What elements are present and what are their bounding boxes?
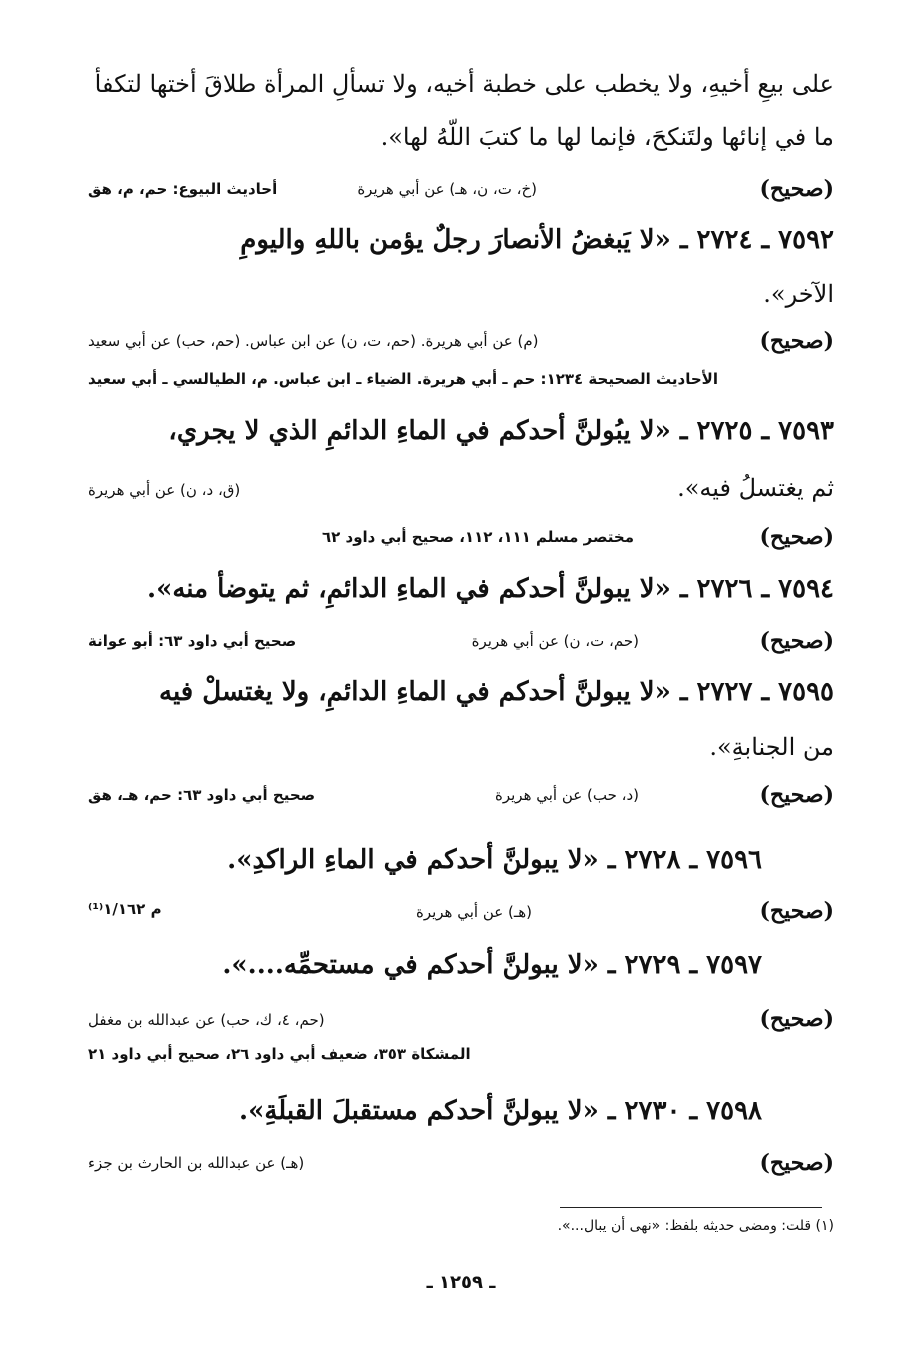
- hadith-heading: ٧٥٩٦ ـ ٢٧٢٨ ـ «لا يبولنَّ أحدكم في الماءِ الراكدِ».: [227, 845, 762, 875]
- grade-label: (صحيح): [759, 1006, 834, 1032]
- source-citation: (هـ) عن عبدالله بن الحارث بن جزء: [88, 1154, 305, 1172]
- footnote-divider: [560, 1207, 822, 1208]
- grade-label: (صحيح): [759, 782, 834, 808]
- text-line: على بيعِ أخيهِ، ولا يخطب على خطبة أخيه، ولا تسألِ المرأة طلاقَ أختها لتكفأ: [94, 70, 834, 98]
- source-citation: (د، حب) عن أبي هريرة: [494, 786, 639, 804]
- source-citation: (ق، د، ن) عن أبي هريرة: [88, 481, 241, 499]
- reference-citation: مختصر مسلم ١١١، ١١٢، صحيح أبي داود ٦٢: [321, 528, 634, 546]
- source-citation: (خ، ت، ن، هـ) عن أبي هريرة: [357, 180, 537, 198]
- reference-citation: الأحاديث الصحيحة ١٢٣٤: حم ـ أبي هريرة. الضياء ـ ابن عباس. م، الطيالسي ـ أبي سعيد: [88, 370, 718, 388]
- source-citation: (حم، ت، ن) عن أبي هريرة: [471, 632, 639, 650]
- page-number: ـ ١٢٥٩ ـ: [426, 1272, 496, 1293]
- hadith-heading: ٧٥٩٥ ـ ٢٧٢٧ ـ «لا يبولنَّ أحدكم في الماءِ الدائمِ، ولا يغتسلْ فيه: [159, 677, 834, 707]
- grade-label: (صحيح): [759, 1150, 834, 1176]
- hadith-heading: ٧٥٩٨ ـ ٢٧٣٠ ـ «لا يبولنَّ أحدكم مستقبلَ القبلَةِ».: [239, 1096, 762, 1126]
- source-citation: (م) عن أبي هريرة. (حم، ت، ن) عن ابن عباس. (حم، حب) عن أبي سعيد: [88, 332, 539, 350]
- text-line: ثم يغتسلُ فيه».: [677, 474, 834, 502]
- hadith-heading: ٧٥٩٢ ـ ٢٧٢٤ ـ «لا يَبغضُ الأنصارَ رجلٌ يؤمن باللهِ واليومِ: [240, 225, 834, 255]
- hadith-heading: ٧٥٩٧ ـ ٢٧٢٩ ـ «لا يبولنَّ أحدكم في مستحمِّه....».: [222, 950, 762, 980]
- reference-citation: صحيح أبي داود ٦٣: حم، هـ، هق: [88, 786, 316, 804]
- text-line: ما في إنائها ولتَنكحَ، فإنما لها ما كتبَ اللّهُ لها».: [380, 123, 834, 151]
- footnote: (١) قلت: ومضى حديثه بلفظ: «نهى أن يبال...».: [557, 1218, 834, 1234]
- text-line: الآخر».: [763, 280, 834, 308]
- hadith-heading: ٧٥٩٣ ـ ٢٧٢٥ ـ «لا يبُولنَّ أحدكم في الماءِ الدائمِ الذي لا يجري،: [168, 416, 834, 446]
- grade-label: (صحيح): [759, 898, 834, 924]
- source-citation: (هـ) عن أبي هريرة: [415, 903, 532, 921]
- reference-citation: أحاديث البيوع: حم، م، هق: [88, 180, 278, 198]
- hadith-heading: ٧٥٩٤ ـ ٢٧٢٦ ـ «لا يبولنَّ أحدكم في الماءِ الدائمِ، ثم يتوضأ منه».: [147, 574, 834, 604]
- grade-label: (صحيح): [759, 524, 834, 550]
- reference-citation: المشكاة ٣٥٣، ضعيف أبي داود ٢٦، صحيح أبي داود ٢١: [88, 1045, 471, 1063]
- reference-citation: صحيح أبي داود ٦٣: أبو عوانة: [88, 632, 297, 650]
- reference-citation: م ١/١٦٢⁽¹⁾: [88, 900, 162, 918]
- grade-label: (صحيح): [759, 628, 834, 654]
- text-line: من الجنابةِ».: [709, 733, 834, 761]
- grade-label: (صحيح): [759, 328, 834, 354]
- grade-label: (صحيح): [759, 176, 834, 202]
- source-citation: (حم، ٤، ك، حب) عن عبدالله بن مغفل: [88, 1011, 325, 1029]
